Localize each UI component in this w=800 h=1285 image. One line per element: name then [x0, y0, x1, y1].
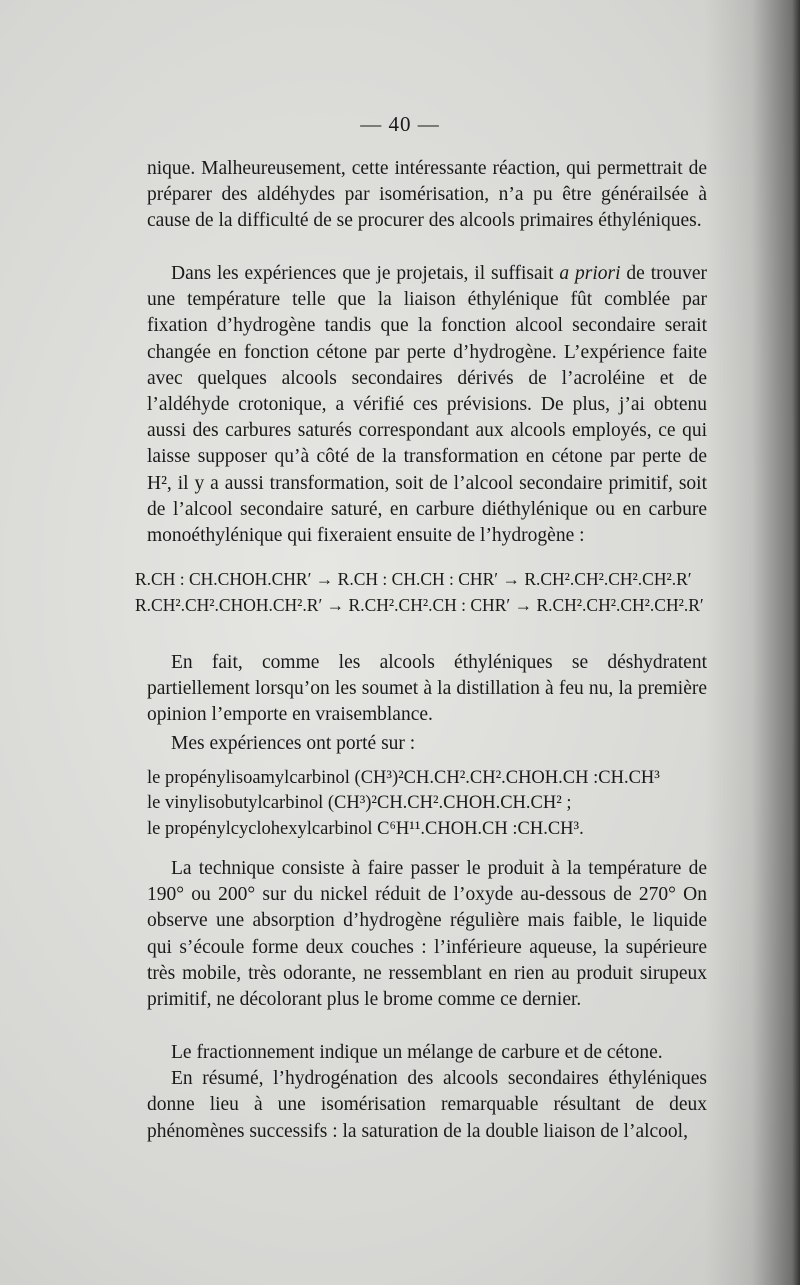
- compound-list: [147, 766, 707, 842]
- paragraph-6: [147, 1040, 707, 1145]
- paragraph-4-text: Mes expériences ont porté sur :: [171, 732, 416, 754]
- paragraph-2: [147, 261, 707, 549]
- compound-item-1: le propénylisoamylcarbinol (CH³)²CH.CH².CH².CHOH.CH :CH.CH³: [147, 768, 660, 788]
- paragraph-1: [147, 156, 707, 235]
- formula-line-1: R.CH : CH.CHOH.CHR′ → R.CH : CH.CH : CHR′ → R.CH².CH².CH².CH².R′: [135, 569, 692, 589]
- paragraph-3-text: En fait, comme les alcools éthyléniques se déshydratent partiellement lorsqu’on les soumet à la distillation à feu nu, la première opinion l’emporte en vraisemblance.: [147, 652, 707, 726]
- paragraph-2-start: Dans les expériences que je projetais, il suffisait: [171, 263, 560, 284]
- paragraph-5: [147, 856, 707, 1013]
- paragraph-7-text: En résumé, l’hydrogénation des alcools secondaires éthyléniques donne lieu à une isomérisation remarquable résultant de deux phénomènes successifs : la saturation de la double liaison de l’alcool,: [147, 1068, 707, 1142]
- paragraph-3: [147, 650, 707, 757]
- paragraph-2-text: [147, 261, 707, 549]
- paragraph-5-text: La technique consiste à faire passer le produit à la température de 190° ou 200° sur du nickel réduit de l’oxyde au-dessous de 270° On observe une absorption d’hydrogène régulière mais faible, le liquide qui s’écoule forme deux couches : l’inférieure aqueuse, la supérieure très mobile, très odorante, ne ressemblant en rien au produit sirupeux primitif, ne décolorant plus le brome comme ce dernier.: [147, 858, 707, 1011]
- compound-item-3: le propénylcyclohexylcarbinol C⁶H¹¹.CHOH.CH :CH.CH³.: [147, 818, 584, 839]
- reaction-formulas: [135, 566, 710, 618]
- paragraph-2-italic: a priori: [559, 263, 621, 284]
- paragraph-1-text: nique. Malheureusement, cette intéressante réaction, qui permettrait de préparer des aldéhydes par isomérisation, n’a pu être générailsée à cause de la difficulté de se procurer des alcools primaires éthyléniques.: [147, 158, 707, 232]
- compound-item-2: le vinylisobutylcarbinol (CH³)²CH.CH².CHOH.CH.CH² ;: [147, 793, 572, 814]
- page-number: — 40 —: [360, 112, 440, 136]
- formula-line-2: R.CH².CH².CHOH.CH².R′ → R.CH².CH².CH : CHR′ → R.CH².CH².CH².CH².R′: [135, 595, 704, 615]
- paragraph-2-end: de trouver une température telle que la liaison éthylénique fût comblée par fixation d’hydrogène tandis que la fonction alcool secondaire serait changée en fonction cétone par perte d’hydrogène. L’expérience faite avec quelques alcools secondaires dérivés de l’acroléine et de l’aldéhyde crotonique, a vérifié ces prévisions. De plus, j’ai obtenu aussi des carbures saturés correspondant aux alcools employés, ce qui laisse supposer qu’à côté de la transformation en cétone par perte de H², il y a aussi transformation, soit de l’alcool secondaire primitif, soit de l’alcool secondaire saturé, en carbure diéthylénique ou en carbure monoéthylénique qui fixeraient ensuite de l’hydrogène :: [147, 263, 708, 547]
- paragraph-6-text: Le fractionnement indique un mélange de carbure et de cétone.: [171, 1042, 663, 1063]
